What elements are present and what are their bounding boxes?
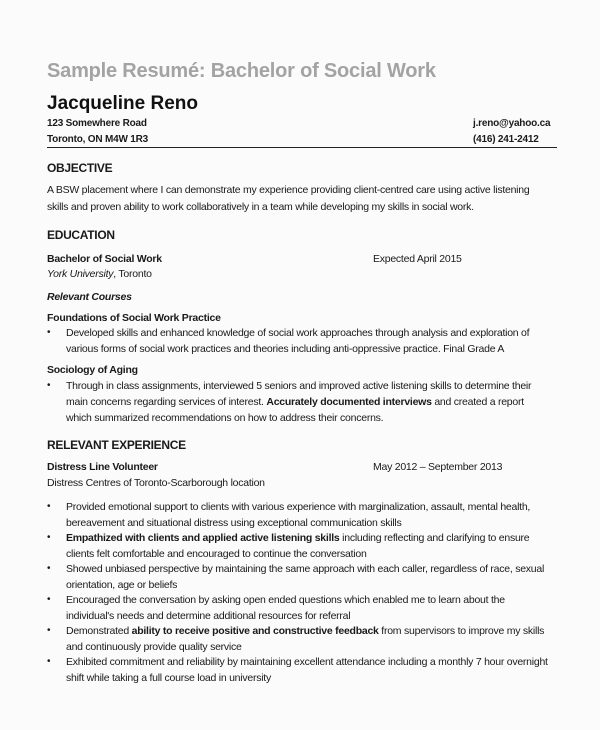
bullet: • [47,532,51,543]
course-line: which summarized recommendations on how to address their concerns. [66,412,384,424]
header-divider [47,147,557,148]
bullet: • [47,563,51,574]
job-role: Distress Line Volunteer [47,461,158,473]
objective-heading: OBJECTIVE [47,161,113,175]
course-line: Through in class assignments, interviewed 5 seniors and improved active listening skills to determine their [66,380,532,392]
course-name: Foundations of Social Work Practice [47,312,221,324]
document-title: Sample Resumé: Bachelor of Social Work [47,60,436,82]
experience-heading: RELEVANT EXPERIENCE [47,438,186,452]
experience-line: orientation, age or beliefs [66,579,178,591]
experience-line: Provided emotional support to clients with various experience with marginalization, assault, mental health, [66,501,531,513]
degree: Bachelor of Social Work [47,253,162,265]
bullet: • [47,380,51,391]
experience-line: Encouraged the conversation by asking open ended questions which enabled me to learn about the [66,594,505,606]
phone: (416) 241-2412 [473,134,539,145]
address-line-2: Toronto, ON M4W 1R3 [47,134,149,145]
applicant-name: Jacqueline Reno [47,93,198,114]
objective-line: A BSW placement where I can demonstrate my experience providing client-centred care using active listening [47,184,530,196]
experience-line: individual's needs and determine additional resources for referral [66,610,351,622]
school: York University, Toronto [47,268,152,280]
experience-line: Exhibited commitment and reliability by maintaining excellent attendance including a monthly 7 hour overnight [66,656,548,668]
objective-line: skills and proven ability to work collaboratively in a team while developing my skills in social work. [47,201,474,213]
job-dates: May 2012 – September 2013 [373,461,503,473]
experience-line: Showed unbiased perspective by maintaining the same approach with each caller, regardless of race, sexual [66,563,545,575]
experience-line: and continuously provide quality service [66,641,242,653]
experience-line: Demonstrated ability to receive positive and constructive feedback from supervisors to improve my skills [66,625,545,637]
experience-line: shift while taking a full course load in university [66,672,271,684]
bullet: • [47,327,51,338]
education-heading: EDUCATION [47,228,115,242]
bullet: • [47,501,51,512]
degree-date: Expected April 2015 [373,253,462,265]
bullet: • [47,594,51,605]
bullet: • [47,625,51,636]
course-line: Developed skills and enhanced knowledge of social work approaches through analysis and exploration of [66,327,530,339]
course-line: various forms of social work practices and theories including anti-oppressive practice. Final Grade A [66,343,505,355]
address-line-1: 123 Somewhere Road [47,118,147,129]
courses-label: Relevant Courses [47,291,132,303]
job-organization: Distress Centres of Toronto-Scarborough location [47,477,265,489]
course-name: Sociology of Aging [47,364,138,376]
experience-line: clients felt comfortable and encouraged to continue the conversation [66,548,367,560]
experience-line: Empathized with clients and applied active listening skills including reflecting and clarifying to ensure [66,532,530,544]
bullet: • [47,656,51,667]
email: j.reno@yahoo.ca [473,118,551,129]
experience-line: bereavement and situational distress using exceptional communication skills [66,517,402,529]
course-line: main concerns regarding services of interest. Accurately documented interviews and created a report [66,396,524,408]
